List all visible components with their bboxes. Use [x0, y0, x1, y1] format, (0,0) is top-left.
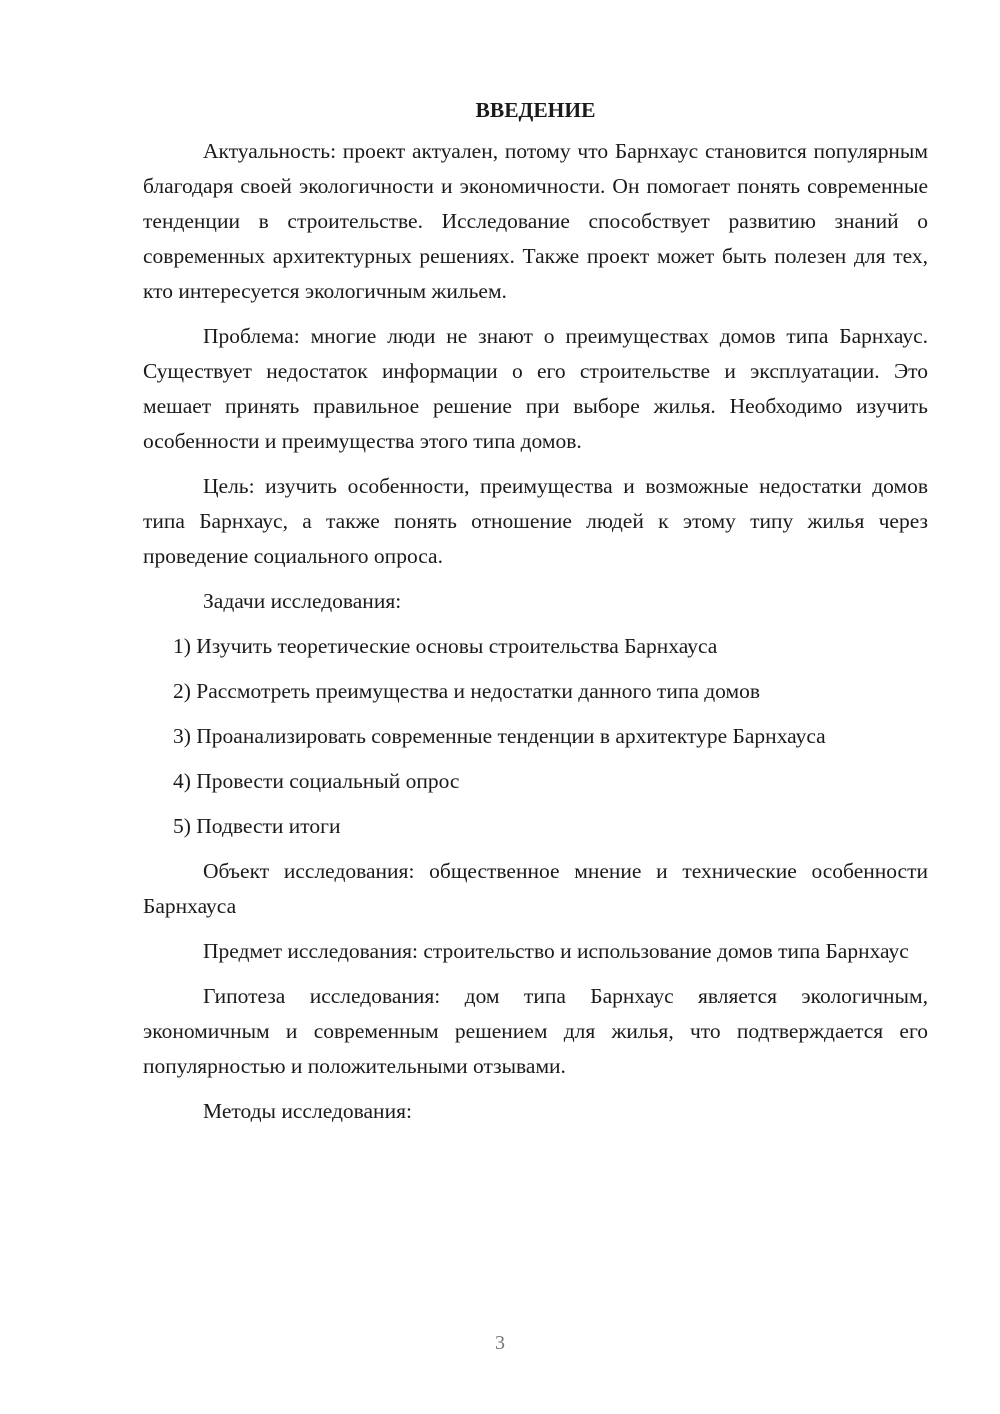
paragraph-tasks-heading: Задачи исследования: [203, 589, 402, 613]
task-item-5: 5) Подвести итоги [173, 814, 341, 838]
paragraph-problem: Проблема: многие люди не знают о преимуществах домов типа Барнхаус. Существует недостаток информации о его строительстве и эксплуатации. Это мешает принять правильное решение при выборе жилья. Необходимо изучить особенности и преимущества этого типа домов. [143, 324, 928, 453]
task-item-4: 4) Провести социальный опрос [173, 769, 460, 793]
paragraph-goal: Цель: изучить особенности, преимущества и возможные недостатки домов типа Барнхаус, а также понять отношение людей к этому типу жилья через проведение социального опроса. [143, 474, 928, 568]
paragraph-hypothesis: Гипотеза исследования: дом типа Барнхаус является экологичным, экономичным и современным решением для жилья, что подтверждается его популярностью и положительными отзывами. [143, 984, 928, 1078]
task-item-1: 1) Изучить теоретические основы строительства Барнхауса [173, 634, 718, 658]
paragraph-subject: Предмет исследования: строительство и использование домов типа Барнхаус [203, 939, 909, 963]
task-item-3: 3) Проанализировать современные тенденции в архитектуре Барнхауса [173, 724, 826, 748]
task-item-2: 2) Рассмотреть преимущества и недостатки данного типа домов [173, 679, 761, 703]
section-heading: ВВЕДЕНИЕ [475, 98, 596, 122]
paragraph-object: Объект исследования: общественное мнение и технические особенности Барнхауса [143, 859, 928, 918]
document-page [143, 92, 928, 1139]
paragraph-relevance: Актуальность: проект актуален, потому что Барнхаус становится популярным благодаря своей экологичности и экономичности. Он помогает понять современные тенденции в строительстве. Исследование способствует развитию знаний о современных архитектурных решениях. Также проект может быть полезен для тех, кто интересуется экологичным жильем. [143, 139, 928, 303]
page-number: 3 [495, 1332, 505, 1354]
paragraph-methods: Методы исследования: [203, 1099, 412, 1123]
